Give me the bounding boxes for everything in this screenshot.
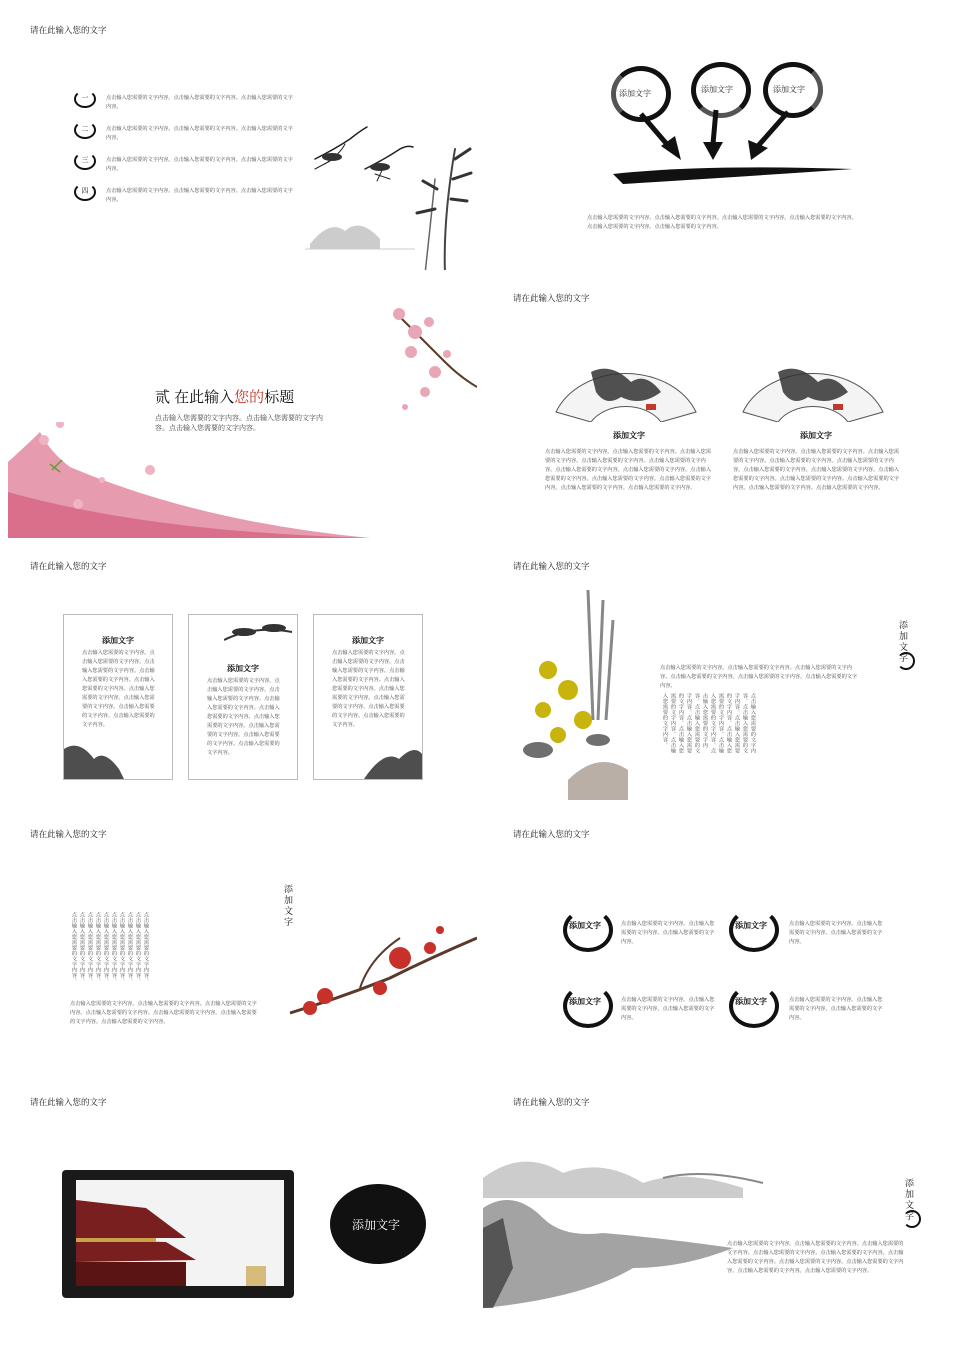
item-title: 添加文字	[569, 921, 601, 930]
title-accent: 您的	[234, 389, 265, 406]
slide-header: 请在此输入您的文字	[30, 25, 107, 35]
ink-mountain-landscape	[483, 1138, 783, 1308]
item-text: 点击输入您需要的文字内容。点击输入您需要的文字内容。点击输入您需要的文字内容。	[621, 997, 715, 1021]
fan-text: 点击输入您需要的文字内容。点击输入您需要的文字内容。点击输入您需要的文字内容。点击输入您需要的文字内容。点击输入您需要的文字内容。点击输入您需要的文字内容。点击输入您需要的文字内容。点击输入您需要的文字内容。点击输入您需要的文字内容。点击输入您需要的文字内容。点击输入您需要的文字内容。点击输入您需要的文字内容。	[545, 449, 712, 491]
slide-body: 点击输入您需要的文字内容。点击输入您需要的文字内容。点击输入您需要的文字内容。点击输入您需要的文字内容。点击输入您需要的文字内容。点击输入您需要的文字内容。点击输入您需要的文字内容。点击输入您需要的文字内容。点击输入您需要的文字内容。点击输入您需要的文字内容。	[727, 1241, 904, 1274]
list-item	[72, 121, 302, 152]
slide-4	[483, 272, 960, 538]
item-text: 点击输入您需要的文字内容。点击输入您需要的文字内容。点击输入您需要的文字内容。	[789, 997, 883, 1021]
circle-label: 添加文字	[352, 1218, 401, 1232]
slide-body: 点击输入您需要的文字内容。点击输入您需要的文字内容。点击输入您需要的文字内容。点击输入您需要的文字内容。点击输入您需要的文字内容。点击输入您需要的文字内容。点击输入您需要的文字内容。	[70, 1001, 257, 1025]
vertical-text: 点击输入您需要的文字内容。点击输入您需要的文字内容。点击输入您需要的文字内容。点击输入您需要的文字内容。点击输入您需要的文字内容。点击输入您需要的文字内容。点击输入您需要的文字内容。点击输入您需要的文字内容。点击输入您需要的文字内容。点击输入您需要的文字内容。	[662, 693, 756, 754]
slide-header: 请在此输入您的文字	[513, 1097, 590, 1107]
chrysanthemum-painting	[498, 580, 638, 800]
list-item-text: 点击输入您需要的文字内容。点击输入您需要的文字内容。点击输入您需要的文字内容。	[106, 95, 293, 110]
slide-1	[0, 4, 477, 270]
content-card	[63, 614, 173, 780]
list-item	[72, 183, 302, 214]
fan-painting-left	[551, 352, 701, 422]
side-title: 添加文字	[898, 620, 908, 664]
side-title: 添加文字	[904, 1178, 914, 1222]
list-item	[72, 152, 302, 183]
crane-bamboo-painting	[305, 119, 475, 270]
slide-6	[483, 540, 960, 806]
slide-7	[0, 808, 477, 1074]
item-title: 添加文字	[735, 921, 767, 930]
temple-photo-frame	[76, 1180, 284, 1286]
item-title: 添加文字	[735, 997, 767, 1006]
fan-title: 添加文字	[800, 431, 832, 440]
item-text: 点击输入您需要的文字内容。点击输入您需要的文字内容。点击输入您需要的文字内容。	[621, 921, 715, 945]
card-title: 添加文字	[227, 664, 259, 673]
title-prefix: 贰 在此输入	[155, 389, 235, 406]
slide-header: 请在此输入您的文字	[513, 829, 590, 839]
temple-image	[76, 1180, 284, 1286]
card-text: 点击输入您需要的文字内容。点击输入您需要的文字内容。点击输入您需要的文字内容。点击输入您需要的文字内容。点击输入您需要的文字内容。点击输入您需要的文字内容。点击输入您需要的文字内容。点击输入您需要的文字内容。点击输入您需要的文字内容。	[207, 678, 280, 756]
brush-circle-icon: 一	[74, 90, 96, 108]
ink-arrows	[603, 104, 863, 194]
slide-header: 请在此输入您的文字	[513, 293, 590, 303]
slide-10	[483, 1076, 960, 1342]
card-text: 点击输入您需要的文字内容。点击输入您需要的文字内容。点击输入您需要的文字内容。点击输入您需要的文字内容。点击输入您需要的文字内容。点击输入您需要的文字内容。点击输入您需要的文字内容。点击输入您需要的文字内容。点击输入您需要的文字内容。	[332, 650, 405, 728]
card-text: 点击输入您需要的文字内容。点击输入您需要的文字内容。点击输入您需要的文字内容。点击输入您需要的文字内容。点击输入您需要的文字内容。点击输入您需要的文字内容。点击输入您需要的文字内容。点击输入您需要的文字内容。点击输入您需要的文字内容。	[82, 650, 155, 728]
slide-body: 点击输入您需要的文字内容。点击输入您需要的文字内容。点击输入您需要的文字内容。点击输入您需要的文字内容。点击输入您需要的文字内容。点击输入您需要的文字内容。	[660, 665, 858, 689]
content-card	[313, 614, 423, 780]
slide-header: 请在此输入您的文字	[30, 561, 107, 571]
ink-circle-label: 添加文字	[619, 89, 651, 98]
red-plum-painting	[280, 918, 477, 1028]
slide-header: 请在此输入您的文字	[513, 561, 590, 571]
slide-header: 请在此输入您的文字	[30, 1097, 107, 1107]
brush-circle-icon: 三	[74, 152, 96, 170]
vertical-text: 点击输入您需要的文字内容。点击输入您需要的文字内容。点击输入您需要的文字内容。点击输入您需要的文字内容。点击输入您需要的文字内容。点击输入您需要的文字内容。点击输入您需要的文字内容。点击输入您需要的文字内容。点击输入您需要的文字内容。点击输入您需要的文字内容。	[71, 912, 149, 984]
plum-blossom-branch	[385, 292, 477, 422]
ink-circle-label: 添加文字	[773, 85, 805, 94]
pine-tree-icon	[224, 620, 294, 645]
item-text: 点击输入您需要的文字内容。点击输入您需要的文字内容。点击输入您需要的文字内容。	[789, 921, 883, 945]
pink-wave-decoration	[0, 422, 380, 538]
brush-circle-icon: 二	[74, 121, 96, 139]
slide-2	[483, 4, 960, 270]
slide-header: 请在此输入您的文字	[30, 829, 107, 839]
slide-8	[483, 808, 960, 1074]
slide-5	[0, 540, 477, 806]
ink-landscape	[64, 729, 172, 779]
title-suffix: 标题	[264, 389, 295, 406]
ink-landscape	[314, 729, 422, 779]
side-title: 添加文字	[283, 884, 293, 928]
slide-9	[0, 1076, 477, 1342]
content-card	[188, 614, 298, 780]
list-item-text: 点击输入您需要的文字内容。点击输入您需要的文字内容。点击输入您需要的文字内容。	[106, 126, 293, 141]
brush-circle-icon: 四	[74, 183, 96, 201]
card-title: 添加文字	[102, 636, 134, 645]
fan-title: 添加文字	[613, 431, 645, 440]
brush-stroke-icon	[897, 652, 915, 670]
item-title: 添加文字	[569, 997, 601, 1006]
ink-circle-label: 添加文字	[701, 85, 733, 94]
section-title	[155, 386, 294, 407]
slide-body: 点击输入您需要的文字内容。点击输入您需要的文字内容。点击输入您需要的文字内容。点击输入您需要的文字内容。点击输入您需要的文字内容。点击输入您需要的文字内容。	[587, 215, 857, 230]
list-item-text: 点击输入您需要的文字内容。点击输入您需要的文字内容。点击输入您需要的文字内容。	[106, 188, 293, 203]
list-item-text: 点击输入您需要的文字内容。点击输入您需要的文字内容。点击输入您需要的文字内容。	[106, 157, 293, 172]
numbered-list	[72, 90, 302, 214]
slide-3	[0, 272, 477, 538]
card-title: 添加文字	[352, 636, 384, 645]
fan-text: 点击输入您需要的文字内容。点击输入您需要的文字内容。点击输入您需要的文字内容。点击输入您需要的文字内容。点击输入您需要的文字内容。点击输入您需要的文字内容。点击输入您需要的文字内容。点击输入您需要的文字内容。点击输入您需要的文字内容。点击输入您需要的文字内容。点击输入您需要的文字内容。点击输入您需要的文字内容。	[733, 449, 900, 491]
section-subtitle: 点击输入您需要的文字内容。点击输入您需要的文字内容。点击输入您需要的文字内容。	[155, 415, 323, 432]
list-item	[72, 90, 302, 121]
brush-stroke-icon	[903, 1210, 921, 1228]
fan-painting-right	[738, 352, 888, 422]
